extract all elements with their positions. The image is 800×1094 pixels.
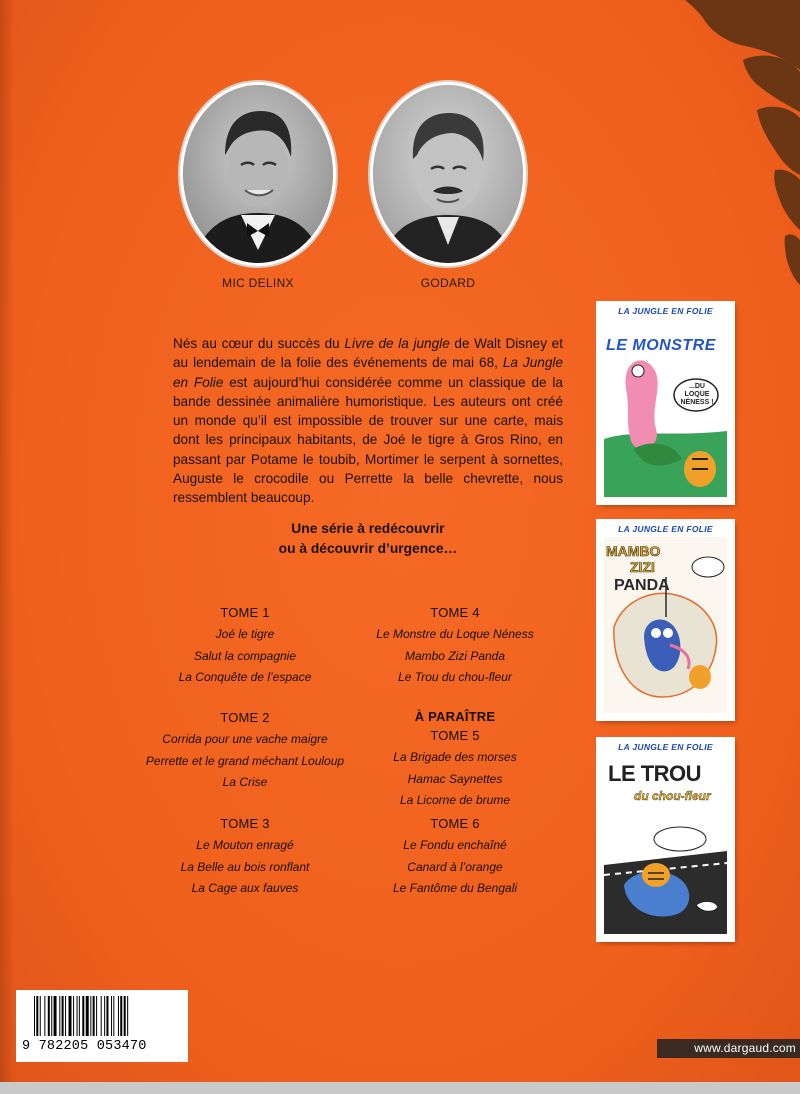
barcode-bar [113, 996, 114, 1036]
intro-paragraph [173, 334, 563, 508]
barcode-bar [93, 996, 95, 1036]
barcode-bar [90, 996, 91, 1036]
barcode-bar [120, 996, 122, 1036]
tagline-line-2: ou à découvrir d’urgence… [278, 540, 458, 556]
barcode-bar [118, 996, 119, 1036]
author-name-godard: GODARD [420, 276, 476, 290]
book-title: La Crise [222, 775, 268, 789]
tome-4-list [355, 605, 555, 689]
cover-art [604, 537, 727, 713]
cover-mambo-zizi-panda [598, 521, 733, 719]
barcode-bar [106, 996, 108, 1036]
tagline-line-1: Une série à redécouvrir [291, 521, 445, 536]
tome-title: TOME 5 [430, 728, 480, 743]
tome-1-list [145, 605, 345, 689]
barcode-bar [127, 996, 128, 1036]
book-title: Le Fondu enchaîné [403, 838, 507, 852]
barcode-bar [48, 996, 50, 1036]
barcode-bar [86, 996, 89, 1036]
page-edge [0, 1082, 800, 1094]
tome-3-list [145, 816, 345, 900]
barcode-bar [62, 996, 64, 1036]
barcode-bar [111, 996, 112, 1036]
barcode-bar [36, 996, 38, 1036]
book-title: Le Trou du chou-fleur [398, 670, 512, 684]
barcode-bar [34, 996, 35, 1036]
book-title: Canard à l’orange [407, 859, 503, 874]
book-title: Corrida pour une vache maigre [162, 732, 328, 746]
tome-title: TOME 6 [430, 816, 480, 831]
barcode-bar [69, 996, 72, 1036]
tagline [173, 519, 563, 558]
book-title: Perrette et le grand méchant Louloup [145, 753, 345, 768]
cover-series-band: LA JUNGLE EN FOLIE [598, 303, 733, 319]
website-url: www.dargaud.com [694, 1041, 796, 1055]
book-title: Joé le tigre [215, 627, 275, 641]
spine-shadow [0, 0, 14, 1094]
foliage-decoration [625, 0, 800, 300]
author-photo-mic-delinx [183, 85, 333, 263]
barcode [16, 990, 188, 1062]
barcode-bar [44, 996, 45, 1036]
cover-speech-bubble: ...DU LOQUE NÉNESS ! [680, 383, 714, 406]
author-name-mic-delinx: MIC DELINX [222, 276, 294, 290]
barcode-bar [101, 996, 102, 1036]
barcode-bar [79, 996, 80, 1036]
cover-series-band: LA JUNGLE EN FOLIE [598, 739, 733, 755]
cover-title-line-1: LE TROU [608, 761, 702, 786]
tome-5-list [355, 709, 555, 812]
book-title: La Conquête de l’espace [178, 670, 312, 684]
barcode-bar [96, 996, 97, 1036]
tome-title: TOME 1 [220, 605, 270, 620]
book-title: La Belle au bois ronflant [180, 859, 310, 874]
book-title: La Brigade des morses [393, 750, 517, 764]
barcode-bar [77, 996, 78, 1036]
intro-text-2: de Walt Disney et au lendemain de la folie des événements de mai 68, [173, 336, 563, 371]
barcode-bar [124, 996, 126, 1036]
barcode-bar [104, 996, 105, 1036]
barcode-bar [51, 996, 52, 1036]
tome-6-list [355, 816, 555, 900]
barcode-number: 9 782205 053470 [22, 1039, 147, 1054]
cover-series-band: LA JUNGLE EN FOLIE [598, 521, 733, 537]
barcode-bars [34, 996, 174, 1040]
tome-title: TOME 4 [430, 605, 480, 620]
barcode-bar [54, 996, 57, 1036]
book-title: Mambo Zizi Panda [404, 648, 506, 663]
book-title: Le Fantôme du Bengali [392, 881, 518, 895]
barcode-bar [73, 996, 74, 1036]
cover-title-line-2: ZIZI [630, 559, 655, 575]
intro-italic-series: La Jungle en Folie [173, 355, 563, 390]
cover-title-line-2: du chou-fleur [634, 789, 711, 803]
tome-title: TOME 3 [220, 816, 270, 831]
cover-title: LE MONSTRE [606, 337, 716, 354]
intro-text-1: Nés au cœur du succès du [173, 336, 345, 351]
cover-art [604, 319, 727, 497]
cover-le-monstre [598, 303, 733, 503]
book-title: La Licorne de brume [399, 793, 511, 807]
tome-2-list [145, 710, 345, 794]
publisher-website[interactable] [657, 1039, 800, 1058]
barcode-bar [65, 996, 66, 1036]
book-title: Le Monstre du Loque Néness [376, 627, 534, 641]
cover-title-line-3: PANDA [614, 577, 670, 594]
upcoming-label: À PARAÎTRE [414, 709, 496, 724]
barcode-bar [82, 996, 84, 1036]
book-title: Le Mouton enragé [196, 838, 294, 852]
book-title: La Cage aux fauves [191, 881, 299, 895]
tome-title: TOME 2 [220, 710, 270, 725]
intro-italic-livre: Livre de la jungle [344, 336, 450, 351]
cover-le-trou [598, 739, 733, 940]
cover-art [604, 755, 727, 934]
book-title: Hamac Saynettes [407, 771, 503, 786]
book-title: Salut la compagnie [193, 648, 297, 663]
barcode-bar [40, 996, 41, 1036]
author-photo-godard [373, 85, 523, 263]
cover-title-line-1: MAMBO [606, 543, 661, 559]
barcode-bar [59, 996, 60, 1036]
intro-text-3: est aujourd’hui considérée comme un classique de la bande dessinée animalière humoristique. Les auteurs ont créé un monde qu’il est impossible de trouver sur une carte, mais dont les principaux habitants, de Joé le tigre à Gros Rino, en passant par Potame le toubib, Mortimer le serpent à sornettes, Auguste le crocodile ou Perrette la belle chevrette, nous ressemblent beaucoup. [173, 374, 563, 506]
